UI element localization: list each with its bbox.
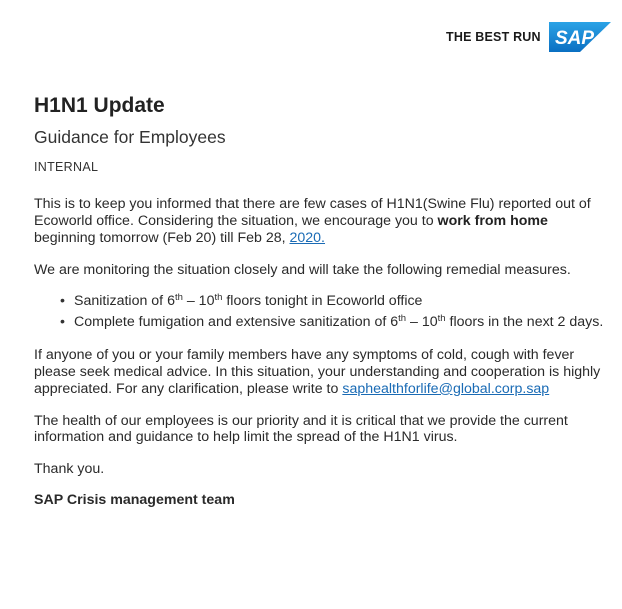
svg-text:SAP: SAP (554, 28, 594, 49)
ordinal-suffix: th (398, 313, 407, 325)
ordinal-suffix: th (437, 313, 446, 325)
list-item-text: Sanitization of 6 (74, 293, 175, 310)
signature-text: SAP Crisis management team (34, 491, 235, 508)
ordinal-suffix: th (174, 292, 183, 304)
intro-text-continued: beginning tomorrow (Feb 20) till Feb 28, (34, 229, 290, 246)
list-item-text: – 10 (182, 293, 215, 310)
list-item (74, 314, 604, 331)
ordinal-suffix: th (214, 292, 223, 304)
work-from-home-text: work from home (437, 212, 548, 229)
intro-paragraph (34, 196, 604, 246)
page-subtitle: Guidance for Employees (34, 127, 226, 147)
sap-logo-icon (549, 22, 611, 52)
measures-list (34, 293, 604, 331)
classification-label: INTERNAL (34, 160, 99, 174)
brand-header (446, 22, 611, 52)
priority-paragraph: The health of our employees is our priority and it is critical that we provide the current information and guidance to help limit the spread of the H1N1 virus. (34, 412, 568, 446)
list-item (74, 293, 604, 310)
date-link[interactable]: 2020. (289, 229, 326, 246)
advice-paragraph (34, 347, 604, 397)
email-body (34, 94, 604, 509)
list-item-text: Complete fumigation and extensive sanitization of 6 (74, 314, 399, 331)
closing-text: Thank you. (34, 461, 105, 478)
monitoring-paragraph: We are monitoring the situation closely and will take the following remedial measures. (34, 262, 571, 279)
intro-text: This is to keep you informed that there are few cases of H1N1(Swine Flu) reported out of Ecoworld office. Considering the situation, we encourage you to (34, 196, 591, 229)
contact-email-link[interactable]: saphealthforlife@global.corp.sap (342, 380, 550, 397)
list-item-text: – 10 (406, 314, 438, 331)
list-item-text: floors tonight in Ecoworld office (222, 293, 423, 310)
brand-tagline: THE BEST RUN (446, 30, 541, 44)
list-item-text: floors in the next 2 days. (445, 314, 604, 331)
page-title: H1N1 Update (34, 94, 165, 117)
advice-text: If anyone of you or your family members have any symptoms of cold, cough with fever please seek medical advice. In this situation, your understanding and cooperation is highly appreciated. For any clarification, please write to (34, 347, 601, 397)
